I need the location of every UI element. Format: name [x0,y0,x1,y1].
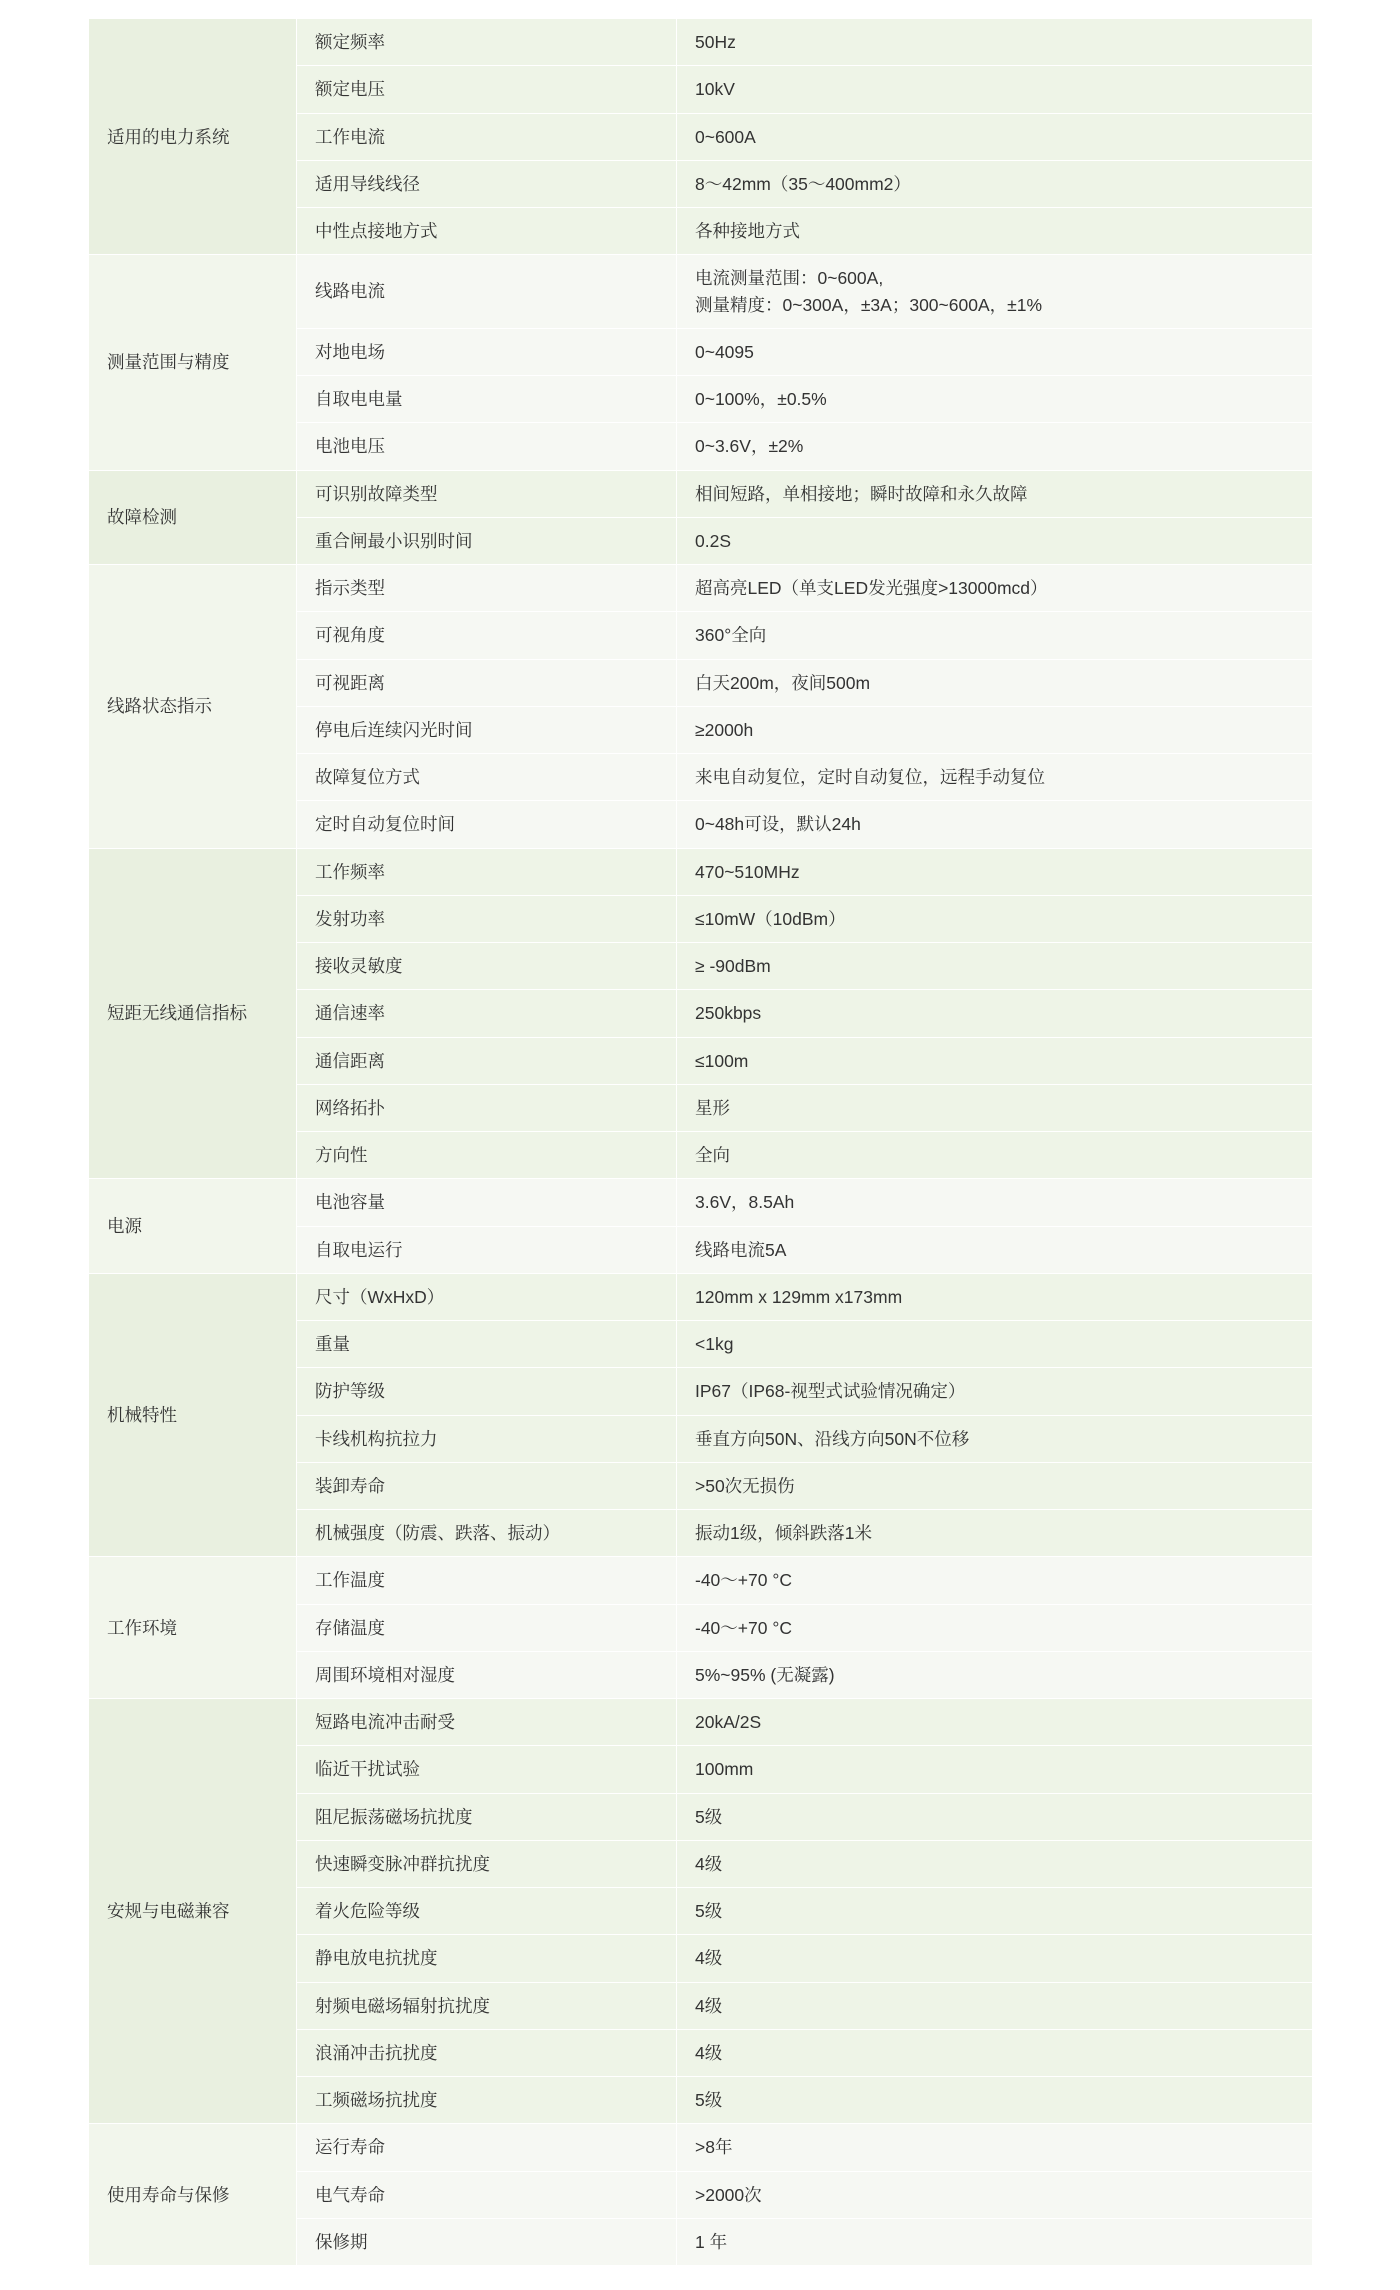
parameter-name: 工作电流 [297,113,677,160]
parameter-name: 工作温度 [297,1557,677,1604]
parameter-value-line: -40～+70 °C [695,1617,792,1638]
parameter-value [677,160,1313,207]
table-row [89,1273,1313,1320]
parameter-value [677,659,1313,706]
parameter-value [677,2218,1313,2265]
parameter-name: 机械强度（防震、跌落、振动） [297,1510,677,1557]
parameter-value [677,1462,1313,1509]
parameter-value [677,1273,1313,1320]
parameter-value-line: 5级 [695,1901,723,1921]
parameter-name: 重合闸最小识别时间 [297,517,677,564]
parameter-name: 电气寿命 [297,2171,677,2218]
parameter-name: 存储温度 [297,1604,677,1651]
parameter-value-line: >50次无损伤 [695,1475,795,1496]
group-label: 安规与电磁兼容 [89,1699,297,2124]
parameter-value-line: 0~100%，±0.5% [695,389,827,409]
parameter-name: 线路电流 [297,255,677,329]
parameter-name: 通信速率 [297,990,677,1037]
parameter-name: 工频磁场抗扰度 [297,2077,677,2124]
parameter-name: 射频电磁场辐射抗扰度 [297,1982,677,2029]
parameter-value-line: 相间短路，单相接地；瞬时故障和永久故障 [695,483,1028,504]
parameter-value-line: -40～+70 °C [695,1570,792,1591]
parameter-value [677,1935,1313,1982]
parameter-name: 浪涌冲击抗扰度 [297,2029,677,2076]
parameter-value-line: >2000次 [695,2184,762,2205]
parameter-name: 指示类型 [297,565,677,612]
parameter-value-line: 白天200m，夜间500m [695,672,871,693]
parameter-value-line: 全向 [695,1145,730,1165]
parameter-value [677,1037,1313,1084]
parameter-name: 重量 [297,1321,677,1368]
parameter-name: 运行寿命 [297,2124,677,2171]
parameter-name: 阻尼振荡磁场抗扰度 [297,1793,677,1840]
parameter-name: 额定频率 [297,19,677,66]
parameter-name: 临近干扰试验 [297,1746,677,1793]
parameter-value [677,1982,1313,2029]
parameter-value [677,1651,1313,1698]
parameter-value-line: ≤100m [695,1050,749,1071]
table-row [89,1557,1313,1604]
parameter-name: 防护等级 [297,1368,677,1415]
parameter-name: 周围环境相对湿度 [297,1651,677,1698]
parameter-value [677,1699,1313,1746]
group-label: 适用的电力系统 [89,19,297,255]
parameter-name: 电池电压 [297,423,677,470]
parameter-value-line: 线路电流5A [695,1239,787,1260]
parameter-value-line: 4级 [695,2042,723,2063]
parameter-value-line: 360°全向 [695,625,767,646]
parameter-value-line: 5级 [695,2090,723,2110]
parameter-value-line: 5%~95% (无凝露) [695,1664,835,1685]
parameter-name: 可识别故障类型 [297,470,677,517]
parameter-name: 发射功率 [297,895,677,942]
parameter-name: 装卸寿命 [297,1462,677,1509]
parameter-value [677,1604,1313,1651]
parameter-value [677,2124,1313,2171]
parameter-name: 保修期 [297,2218,677,2265]
parameter-value [677,1084,1313,1131]
parameter-value-line: 1 年 [695,2231,728,2252]
parameter-value-line: 4级 [695,1995,723,2016]
parameter-value-line: 10kV [695,79,735,100]
parameter-value [677,1510,1313,1557]
parameter-value-line: 20kA/2S [695,1712,762,1732]
parameter-value-line: 来电自动复位，定时自动复位，远程手动复位 [695,767,1045,787]
group-label: 工作环境 [89,1557,297,1699]
parameter-value [677,706,1313,753]
parameter-value-line: ≥ -90dBm [695,956,771,976]
parameter-name: 尺寸（WxHxD） [297,1273,677,1320]
specification-table [88,18,1313,2266]
parameter-value-line: 250kbps [695,1003,762,1024]
parameter-name: 中性点接地方式 [297,208,677,255]
parameter-value-line: ≤10mW（10dBm） [695,908,846,929]
parameter-name: 电池容量 [297,1179,677,1226]
parameter-value [677,1321,1313,1368]
parameter-value [677,1557,1313,1604]
parameter-value [677,1793,1313,1840]
parameter-value [677,423,1313,470]
parameter-name: 接收灵敏度 [297,943,677,990]
parameter-value [677,113,1313,160]
parameter-value [677,754,1313,801]
table-row [89,1179,1313,1226]
parameter-value-line: ≥2000h [695,719,754,740]
group-label: 故障检测 [89,470,297,565]
parameter-value [677,208,1313,255]
group-label: 电源 [89,1179,297,1274]
parameter-value-line: 0~4095 [695,341,754,362]
parameter-name: 工作频率 [297,848,677,895]
parameter-name: 可视距离 [297,659,677,706]
parameter-value [677,943,1313,990]
parameter-value-line: 0~3.6V，±2% [695,436,804,457]
parameter-name: 额定电压 [297,66,677,113]
parameter-value-line: 0~600A [695,126,756,147]
parameter-value [677,1415,1313,1462]
parameter-value [677,2029,1313,2076]
specification-table-body [89,19,1313,2266]
parameter-value [677,2171,1313,2218]
table-row [89,1699,1313,1746]
parameter-value-line: 超高亮LED（单支LED发光强度>13000mcd） [695,578,1048,598]
parameter-value-line: <1kg [695,1334,734,1354]
table-row [89,470,1313,517]
parameter-name: 网络拓扑 [297,1084,677,1131]
parameter-value [677,565,1313,612]
parameter-value [677,801,1313,848]
parameter-value-line: 4级 [695,1948,723,1969]
parameter-value [677,1888,1313,1935]
parameter-value-line: 星形 [695,1097,730,1118]
group-label: 测量范围与精度 [89,255,297,470]
parameter-value [677,1746,1313,1793]
parameter-value [677,328,1313,375]
parameter-value-line: 垂直方向50N、沿线方向50N不位移 [695,1428,970,1449]
parameter-value-line: 5级 [695,1806,723,1827]
parameter-value-line: 3.6V，8.5Ah [695,1192,795,1213]
group-label: 机械特性 [89,1273,297,1557]
parameter-name: 卡线机构抗拉力 [297,1415,677,1462]
table-row [89,2124,1313,2171]
parameter-value [677,895,1313,942]
parameter-value [677,19,1313,66]
table-row [89,255,1313,329]
parameter-name: 短路电流冲击耐受 [297,1699,677,1746]
parameter-value [677,255,1313,329]
parameter-value-line: 120mm x 129mm x173mm [695,1286,903,1307]
parameter-value-line: 8～42mm（35～400mm2） [695,173,911,194]
parameter-value-line: 470~510MHz [695,861,800,882]
parameter-name: 故障复位方式 [297,754,677,801]
group-label: 使用寿命与保修 [89,2124,297,2266]
parameter-value [677,1132,1313,1179]
parameter-name: 适用导线线径 [297,160,677,207]
parameter-value-line: 0.2S [695,530,731,551]
parameter-value [677,990,1313,1037]
parameter-value-line: 各种接地方式 [695,221,800,241]
parameter-value [677,612,1313,659]
parameter-value [677,848,1313,895]
parameter-name: 可视角度 [297,612,677,659]
parameter-name: 快速瞬变脉冲群抗扰度 [297,1840,677,1887]
parameter-name: 静电放电抗扰度 [297,1935,677,1982]
parameter-value [677,1368,1313,1415]
parameter-name: 通信距离 [297,1037,677,1084]
parameter-name: 自取电运行 [297,1226,677,1273]
parameter-value [677,1179,1313,1226]
parameter-value-line: 100mm [695,1759,754,1780]
table-row [89,19,1313,66]
parameter-value [677,517,1313,564]
table-row [89,565,1313,612]
parameter-value [677,376,1313,423]
parameter-value-line: >8年 [695,2137,733,2158]
parameter-value [677,2077,1313,2124]
parameter-name: 着火危险等级 [297,1888,677,1935]
parameter-value-line: 4级 [695,1853,723,1874]
parameter-value [677,470,1313,517]
table-row [89,848,1313,895]
parameter-name: 停电后连续闪光时间 [297,706,677,753]
parameter-name: 对地电场 [297,328,677,375]
parameter-value-line: 0~48h可设，默认24h [695,814,861,835]
parameter-value-line: 50Hz [695,32,736,52]
parameter-value-line: 测量精度：0~300A，±3A；300~600A，±1% [695,294,1043,315]
group-label: 线路状态指示 [89,565,297,849]
parameter-name: 定时自动复位时间 [297,801,677,848]
parameter-value-line: 电流测量范围：0~600A, [695,268,884,289]
parameter-value [677,66,1313,113]
parameter-value-line: 振动1级，倾斜跌落1米 [695,1523,872,1543]
parameter-value [677,1840,1313,1887]
group-label: 短距无线通信指标 [89,848,297,1179]
parameter-name: 自取电电量 [297,376,677,423]
parameter-value [677,1226,1313,1273]
parameter-value-line: IP67（IP68-视型式试验情况确定） [695,1381,966,1402]
parameter-name: 方向性 [297,1132,677,1179]
